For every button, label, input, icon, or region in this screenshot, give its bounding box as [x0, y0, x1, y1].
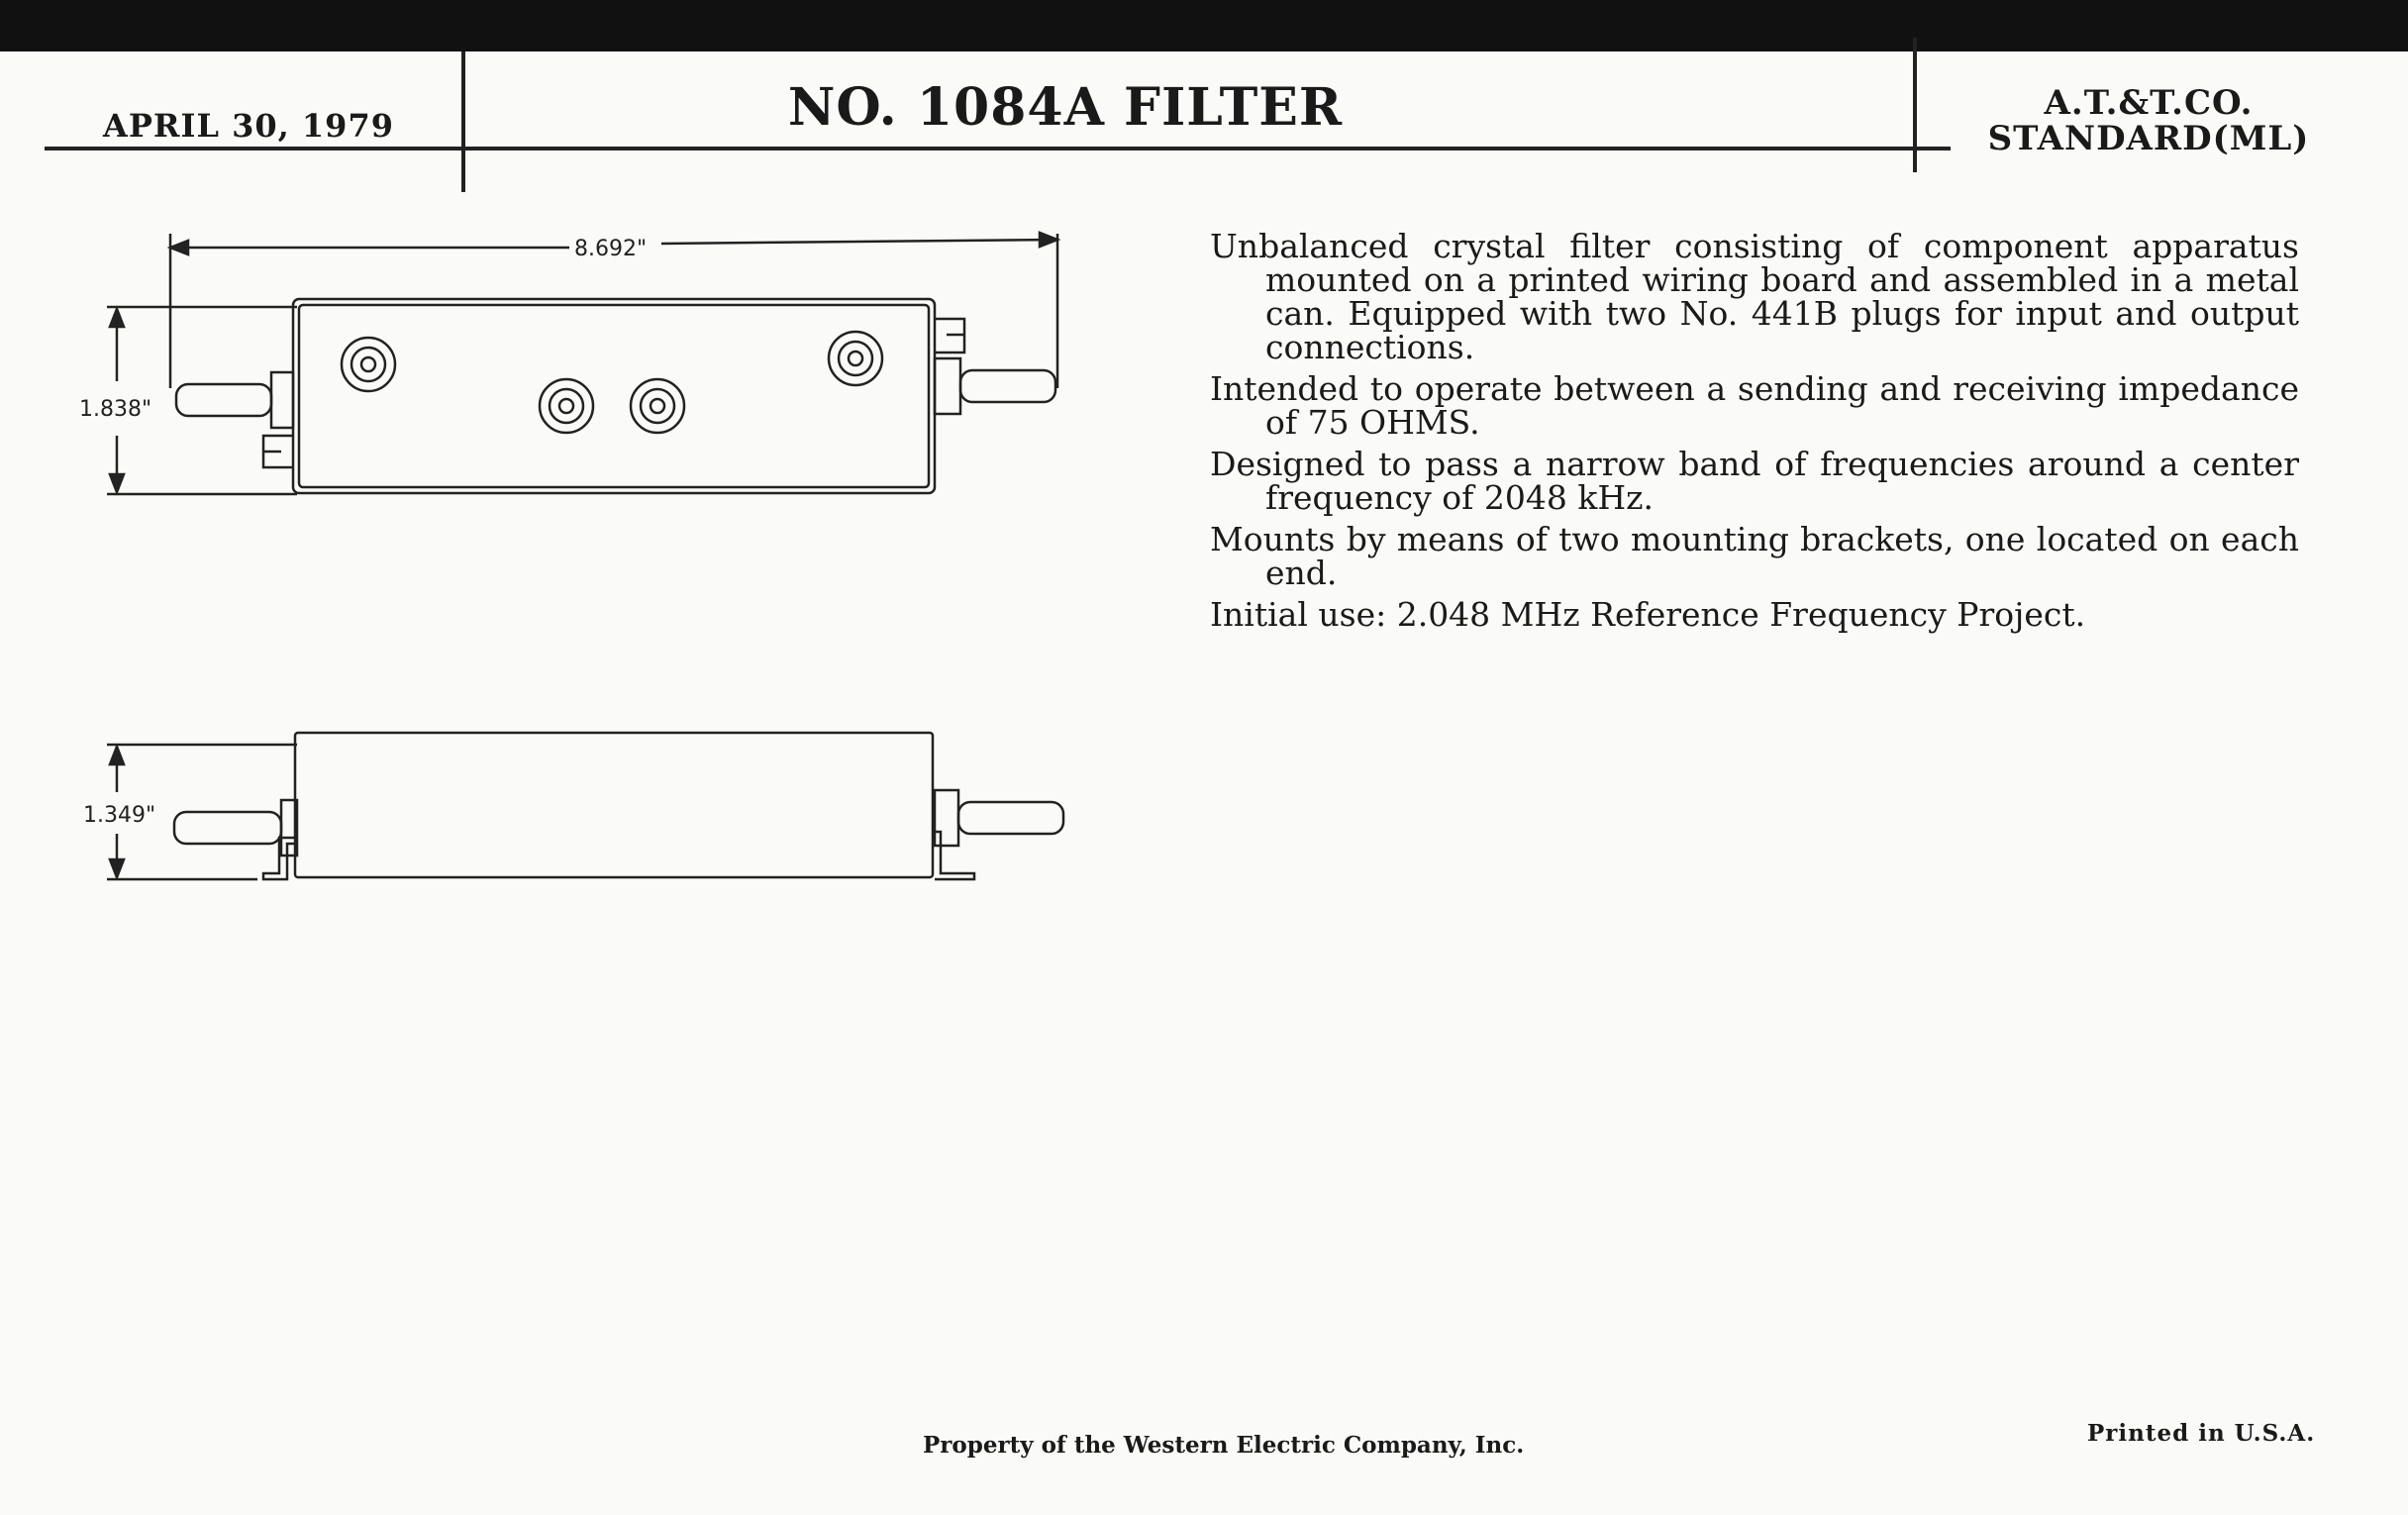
plug-left-side: [174, 812, 281, 844]
org-line-1: A.T.&T.CO.: [2044, 83, 2254, 123]
jack-3-inner: [651, 399, 664, 413]
bracket-right-top: [935, 319, 964, 353]
property-notice: Property of the Western Electric Company, Inc.: [923, 1432, 1525, 1459]
height-arrow-bottom: [110, 474, 124, 492]
nut-right-top: [935, 358, 960, 414]
plug-left-top: [176, 384, 271, 416]
depth-arrow-bottom: [110, 859, 124, 877]
standard-org: [1970, 85, 2327, 156]
length-label: 8.692": [574, 237, 648, 261]
description-paragraph: Mounts by means of two mounting brackets, one located on each end.: [1210, 520, 2299, 592]
org-line-2: STANDARD(ML): [1987, 119, 2310, 158]
printed-notice: Printed in U.S.A.: [2087, 1420, 2316, 1447]
jack-1-inner: [361, 357, 375, 371]
jack-3-outer: [631, 379, 684, 433]
jack-2-mid: [550, 389, 583, 423]
jack-3-mid: [641, 389, 674, 423]
description-paragraph: Initial use: 2.048 MHz Reference Frequency Project.: [1210, 595, 2086, 634]
bracket-right-side: [933, 832, 974, 879]
length-dim-line-right: [661, 240, 1057, 244]
nut-right-side: [935, 790, 958, 846]
description-paragraph: Intended to operate between a sending and receiving impedance of 75 OHMS.: [1210, 369, 2299, 442]
jack-4-mid: [839, 342, 872, 375]
jack-4-outer: [829, 332, 882, 385]
plug-right-side: [958, 802, 1063, 834]
jack-2-outer: [540, 379, 593, 433]
header-divider-right: [1913, 38, 1917, 172]
height-arrow-top: [110, 309, 124, 327]
jack-1-outer: [342, 338, 395, 391]
length-arrow-left: [170, 241, 188, 254]
page-title: NO. 1084A FILTER: [787, 77, 1344, 138]
can-body-side: [295, 733, 933, 877]
filter-drawing: [0, 0, 1109, 951]
height-label: 1.838": [79, 397, 152, 422]
issue-date: APRIL 30, 1979: [103, 107, 394, 145]
depth-label: 1.349": [83, 803, 156, 828]
jack-4-inner: [849, 352, 862, 365]
description: [1210, 227, 2299, 640]
can-body-top-inner: [299, 305, 929, 487]
plug-right-top: [960, 370, 1055, 402]
nut-left-top: [271, 372, 293, 428]
description-paragraph: Unbalanced crystal filter consisting of component apparatus mounted on a printed wiring board and assembled in a metal can. Equipped with two No. 441B plugs for input and output connections.: [1210, 227, 2299, 366]
depth-arrow-top: [110, 747, 124, 764]
jack-1-mid: [351, 348, 385, 381]
jack-2-inner: [559, 399, 573, 413]
can-body-top-outer: [293, 299, 935, 493]
length-arrow-right: [1040, 233, 1057, 247]
bracket-left-top: [263, 436, 293, 467]
description-paragraph: Designed to pass a narrow band of frequencies around a center frequency of 2048 kHz.: [1210, 445, 2299, 517]
